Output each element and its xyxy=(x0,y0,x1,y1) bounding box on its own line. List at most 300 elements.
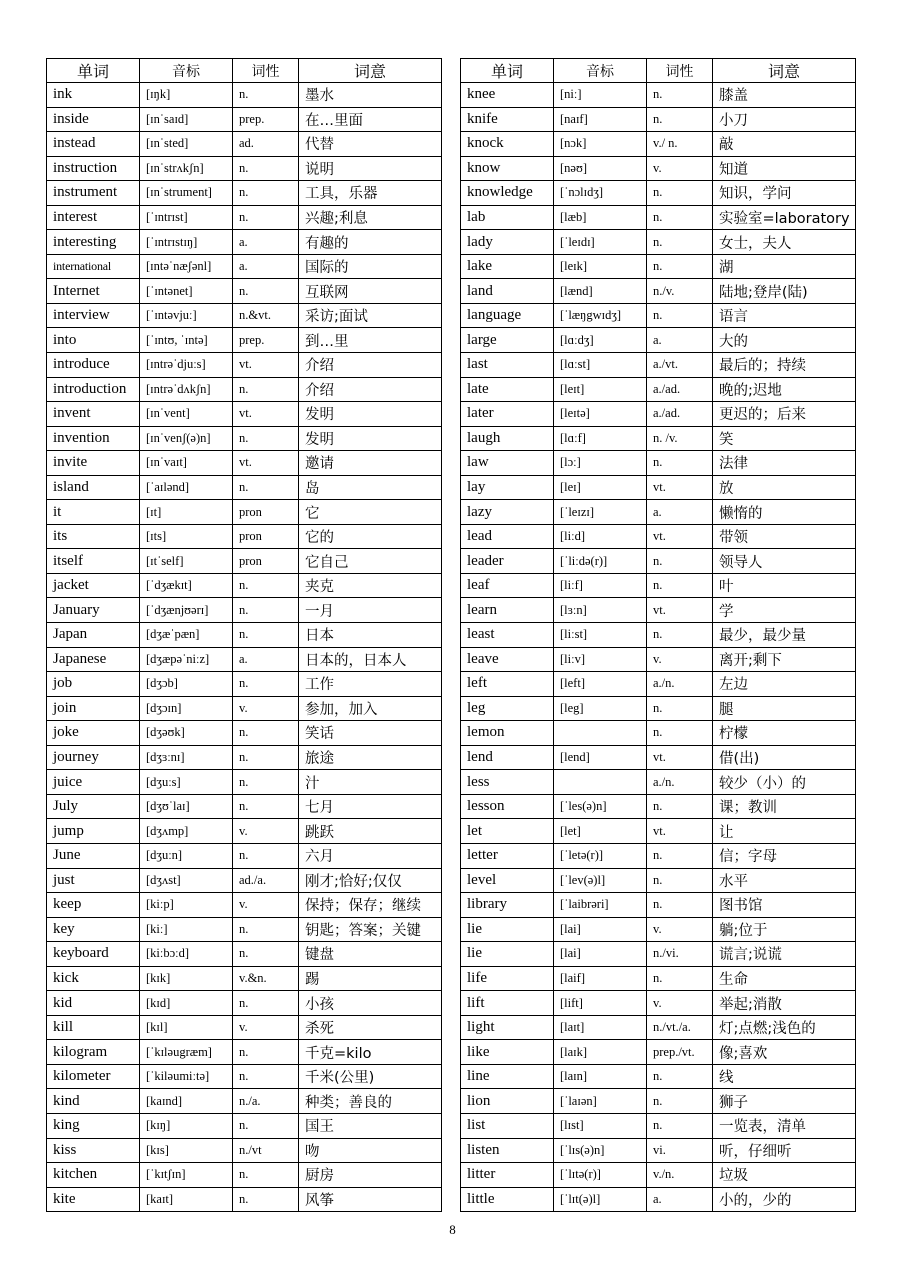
word-cell: inside xyxy=(47,107,140,132)
phonetic-cell: [ɪŋk] xyxy=(140,83,233,108)
meaning-cell: 最少，最少量 xyxy=(713,623,856,648)
word-cell: lead xyxy=(461,524,554,549)
meaning-cell: 知识，学问 xyxy=(713,181,856,206)
meaning-cell: 领导人 xyxy=(713,549,856,574)
meaning-cell: 最后的；持续 xyxy=(713,353,856,378)
phonetic-cell: [kɪŋ] xyxy=(140,1113,233,1138)
word-cell: July xyxy=(47,794,140,819)
pos-cell: n. xyxy=(647,303,713,328)
pos-cell: pron xyxy=(233,524,299,549)
phonetic-cell: [kɪl] xyxy=(140,1015,233,1040)
table-row xyxy=(461,1015,856,1040)
table-row xyxy=(461,598,856,623)
table-row xyxy=(47,426,442,451)
word-cell: invent xyxy=(47,402,140,427)
phonetic-cell: [ɪntrəˈdjuːs] xyxy=(140,353,233,378)
pos-cell: n. xyxy=(647,573,713,598)
word-cell: invention xyxy=(47,426,140,451)
table-row xyxy=(461,377,856,402)
word-cell: letter xyxy=(461,843,554,868)
table-row xyxy=(461,426,856,451)
pos-cell: n. xyxy=(233,721,299,746)
pos-cell: n. xyxy=(647,623,713,648)
meaning-cell: 邀请 xyxy=(299,451,442,476)
pos-cell: a. xyxy=(233,230,299,255)
meaning-cell: 较少（小）的 xyxy=(713,770,856,795)
pos-cell: a./ad. xyxy=(647,377,713,402)
word-cell: laugh xyxy=(461,426,554,451)
meaning-cell: 湖 xyxy=(713,254,856,279)
table-row xyxy=(461,966,856,991)
phonetic-cell: [ˈlɪs(ə)n] xyxy=(554,1138,647,1163)
table-row xyxy=(47,573,442,598)
phonetic-cell: [nəʊ] xyxy=(554,156,647,181)
meaning-cell: 放 xyxy=(713,475,856,500)
header-word: 单词 xyxy=(461,59,554,83)
pos-cell: n. xyxy=(647,794,713,819)
word-cell: job xyxy=(47,672,140,697)
header-phonetic: 音标 xyxy=(140,59,233,83)
table-row xyxy=(461,893,856,918)
table-row xyxy=(461,1138,856,1163)
table-row xyxy=(47,745,442,770)
phonetic-cell: [lɪst] xyxy=(554,1113,647,1138)
phonetic-cell: [kiːp] xyxy=(140,893,233,918)
word-cell: leave xyxy=(461,647,554,672)
phonetic-cell: [ˈleɪzɪ] xyxy=(554,500,647,525)
phonetic-cell: [ˈɪntəvjuː] xyxy=(140,303,233,328)
pos-cell: pron xyxy=(233,500,299,525)
meaning-cell: 腿 xyxy=(713,696,856,721)
table-row xyxy=(47,156,442,181)
pos-cell: n. xyxy=(233,377,299,402)
word-cell: know xyxy=(461,156,554,181)
table-row xyxy=(47,966,442,991)
table-row xyxy=(461,451,856,476)
pos-cell: pron xyxy=(233,549,299,574)
word-cell: level xyxy=(461,868,554,893)
pos-cell: a./n. xyxy=(647,672,713,697)
word-cell: into xyxy=(47,328,140,353)
table-row xyxy=(461,500,856,525)
meaning-cell: 千克=kilo xyxy=(299,1040,442,1065)
word-cell: introduction xyxy=(47,377,140,402)
word-cell: lie xyxy=(461,917,554,942)
table-row xyxy=(461,721,856,746)
meaning-cell: 介绍 xyxy=(299,377,442,402)
pos-cell: v. xyxy=(647,156,713,181)
table-row xyxy=(461,623,856,648)
word-cell: Internet xyxy=(47,279,140,304)
meaning-cell: 采访;面试 xyxy=(299,303,442,328)
table-row xyxy=(461,917,856,942)
table-row xyxy=(47,1138,442,1163)
pos-cell: n. xyxy=(233,917,299,942)
pos-cell: ad./a. xyxy=(233,868,299,893)
table-row xyxy=(47,254,442,279)
table-row xyxy=(461,868,856,893)
meaning-cell: 小刀 xyxy=(713,107,856,132)
pos-cell: vi. xyxy=(647,1138,713,1163)
pos-cell: n. xyxy=(647,843,713,868)
table-row xyxy=(47,794,442,819)
table-row xyxy=(461,942,856,967)
phonetic-cell: [dʒæˈpæn] xyxy=(140,623,233,648)
meaning-cell: 国际的 xyxy=(299,254,442,279)
phonetic-cell: [laɪn] xyxy=(554,1064,647,1089)
table-row xyxy=(461,1163,856,1188)
word-cell: kind xyxy=(47,1089,140,1114)
meaning-cell: 谎言;说谎 xyxy=(713,942,856,967)
pos-cell: n. xyxy=(233,745,299,770)
pos-cell: v. xyxy=(647,991,713,1016)
phonetic-cell: [kaɪnd] xyxy=(140,1089,233,1114)
phonetic-cell: [liːf] xyxy=(554,573,647,598)
table-row xyxy=(47,1163,442,1188)
phonetic-cell: [liːv] xyxy=(554,647,647,672)
meaning-cell: 汁 xyxy=(299,770,442,795)
phonetic-cell: [ˈɪntrɪst] xyxy=(140,205,233,230)
pos-cell: n. xyxy=(233,770,299,795)
table-row xyxy=(461,770,856,795)
meaning-cell: 代替 xyxy=(299,132,442,157)
meaning-cell: 风筝 xyxy=(299,1187,442,1212)
phonetic-cell: [ˈaɪlənd] xyxy=(140,475,233,500)
phonetic-cell: [ˈlɪtə(r)] xyxy=(554,1163,647,1188)
word-cell: kill xyxy=(47,1015,140,1040)
pos-cell: vt. xyxy=(233,402,299,427)
meaning-cell: 钥匙；答案；关键 xyxy=(299,917,442,942)
meaning-cell: 墨水 xyxy=(299,83,442,108)
pos-cell: n. /v. xyxy=(647,426,713,451)
word-cell: lady xyxy=(461,230,554,255)
word-cell: kite xyxy=(47,1187,140,1212)
word-cell: law xyxy=(461,451,554,476)
word-cell: kilogram xyxy=(47,1040,140,1065)
pos-cell: a./vt. xyxy=(647,353,713,378)
table-header-row xyxy=(461,59,856,83)
meaning-cell: 国王 xyxy=(299,1113,442,1138)
pos-cell: n. xyxy=(233,1187,299,1212)
word-cell: lend xyxy=(461,745,554,770)
pos-cell: n. xyxy=(233,1064,299,1089)
meaning-cell: 听，仔细听 xyxy=(713,1138,856,1163)
phonetic-cell: [naɪf] xyxy=(554,107,647,132)
pos-cell: v.&n. xyxy=(233,966,299,991)
pos-cell: n. xyxy=(233,843,299,868)
phonetic-cell: [leɪt] xyxy=(554,377,647,402)
word-cell: lion xyxy=(461,1089,554,1114)
phonetic-cell: [kaɪt] xyxy=(140,1187,233,1212)
word-cell: least xyxy=(461,623,554,648)
phonetic-cell: [leg] xyxy=(554,696,647,721)
vocab-rows-left xyxy=(47,83,442,1212)
meaning-cell: 日本 xyxy=(299,623,442,648)
phonetic-cell: [ˈlaibrəri] xyxy=(554,893,647,918)
pos-cell: a. xyxy=(233,254,299,279)
meaning-cell: 叶 xyxy=(713,573,856,598)
pos-cell: n. xyxy=(233,573,299,598)
phonetic-cell: [lai] xyxy=(554,917,647,942)
meaning-cell: 发明 xyxy=(299,426,442,451)
table-row xyxy=(461,353,856,378)
table-row xyxy=(47,1089,442,1114)
phonetic-cell: [ˈdʒænjʊərɪ] xyxy=(140,598,233,623)
phonetic-cell: [kɪd] xyxy=(140,991,233,1016)
meaning-cell: 躺;位于 xyxy=(713,917,856,942)
meaning-cell: 离开;剩下 xyxy=(713,647,856,672)
meaning-cell: 岛 xyxy=(299,475,442,500)
vocab-table-left xyxy=(46,58,442,1212)
table-row xyxy=(461,1040,856,1065)
phonetic-cell: [ˈɪntʊ, ˈɪntə] xyxy=(140,328,233,353)
meaning-cell: 狮子 xyxy=(713,1089,856,1114)
meaning-cell: 到…里 xyxy=(299,328,442,353)
meaning-cell: 有趣的 xyxy=(299,230,442,255)
meaning-cell: 笑 xyxy=(713,426,856,451)
phonetic-cell: [ˈɪntənet] xyxy=(140,279,233,304)
pos-cell: n. xyxy=(233,475,299,500)
table-row xyxy=(461,205,856,230)
meaning-cell: 敲 xyxy=(713,132,856,157)
meaning-cell: 它 xyxy=(299,500,442,525)
meaning-cell: 生命 xyxy=(713,966,856,991)
pos-cell: n. xyxy=(647,181,713,206)
pos-cell: n. xyxy=(233,991,299,1016)
pos-cell: n. xyxy=(233,156,299,181)
pos-cell: n. xyxy=(647,1113,713,1138)
pos-cell: n. xyxy=(233,598,299,623)
table-row xyxy=(461,279,856,304)
pos-cell: n. xyxy=(647,966,713,991)
meaning-cell: 小的，少的 xyxy=(713,1187,856,1212)
word-cell: leader xyxy=(461,549,554,574)
table-row xyxy=(47,893,442,918)
table-row xyxy=(47,843,442,868)
pos-cell: vt. xyxy=(647,819,713,844)
meaning-cell: 信；字母 xyxy=(713,843,856,868)
word-cell: instead xyxy=(47,132,140,157)
word-cell: little xyxy=(461,1187,554,1212)
table-row xyxy=(47,1015,442,1040)
meaning-cell: 法律 xyxy=(713,451,856,476)
pos-cell: vt. xyxy=(647,598,713,623)
word-cell: introduce xyxy=(47,353,140,378)
phonetic-cell: [leɪtə] xyxy=(554,402,647,427)
meaning-cell: 它自己 xyxy=(299,549,442,574)
word-cell: invite xyxy=(47,451,140,476)
pos-cell: n. xyxy=(647,83,713,108)
pos-cell: n.&vt. xyxy=(233,303,299,328)
meaning-cell: 千米(公里) xyxy=(299,1064,442,1089)
table-row xyxy=(461,1187,856,1212)
pos-cell: n. xyxy=(647,868,713,893)
pos-cell: vt. xyxy=(647,745,713,770)
word-cell: jacket xyxy=(47,573,140,598)
table-row xyxy=(47,672,442,697)
table-row xyxy=(47,623,442,648)
word-cell: juice xyxy=(47,770,140,795)
meaning-cell: 吻 xyxy=(299,1138,442,1163)
phonetic-cell: [lænd] xyxy=(554,279,647,304)
meaning-cell: 兴趣;利息 xyxy=(299,205,442,230)
pos-cell: a./n. xyxy=(647,770,713,795)
table-row xyxy=(461,819,856,844)
phonetic-cell: [ˈlɪt(ə)l] xyxy=(554,1187,647,1212)
phonetic-cell: [ˈkiləumiːtə] xyxy=(140,1064,233,1089)
word-cell: leg xyxy=(461,696,554,721)
word-cell: language xyxy=(461,303,554,328)
table-row xyxy=(47,107,442,132)
phonetic-cell: [liːd] xyxy=(554,524,647,549)
phonetic-cell: [ˈdʒækɪt] xyxy=(140,573,233,598)
meaning-cell: 女士，夫人 xyxy=(713,230,856,255)
phonetic-cell: [nɔk] xyxy=(554,132,647,157)
header-meaning: 词意 xyxy=(713,59,856,83)
pos-cell: n./vt./a. xyxy=(647,1015,713,1040)
phonetic-cell: [ɪt] xyxy=(140,500,233,525)
table-row xyxy=(47,991,442,1016)
pos-cell: n. xyxy=(647,549,713,574)
meaning-cell: 踢 xyxy=(299,966,442,991)
word-cell: large xyxy=(461,328,554,353)
word-cell: line xyxy=(461,1064,554,1089)
phonetic-cell: [ˈleɪdɪ] xyxy=(554,230,647,255)
table-row xyxy=(461,475,856,500)
pos-cell: prep. xyxy=(233,328,299,353)
word-cell: kid xyxy=(47,991,140,1016)
word-cell: let xyxy=(461,819,554,844)
word-cell: lesson xyxy=(461,794,554,819)
pos-cell: n. xyxy=(233,942,299,967)
word-cell: key xyxy=(47,917,140,942)
table-row xyxy=(47,328,442,353)
word-cell: jump xyxy=(47,819,140,844)
phonetic-cell: [kɪk] xyxy=(140,966,233,991)
table-row xyxy=(47,279,442,304)
header-pos: 词性 xyxy=(647,59,713,83)
pos-cell: a./ad. xyxy=(647,402,713,427)
phonetic-cell: [liːst] xyxy=(554,623,647,648)
phonetic-cell: [ˈɪntrɪstɪŋ] xyxy=(140,230,233,255)
phonetic-cell: [ˈles(ə)n] xyxy=(554,794,647,819)
word-cell: lazy xyxy=(461,500,554,525)
word-cell: ink xyxy=(47,83,140,108)
word-cell: interesting xyxy=(47,230,140,255)
word-cell: Japanese xyxy=(47,647,140,672)
phonetic-cell: [dʒɜːnɪ] xyxy=(140,745,233,770)
phonetic-cell: [dʒʊˈlaɪ] xyxy=(140,794,233,819)
word-cell: kick xyxy=(47,966,140,991)
meaning-cell: 说明 xyxy=(299,156,442,181)
table-row xyxy=(47,868,442,893)
pos-cell: v. xyxy=(647,917,713,942)
table-row xyxy=(47,598,442,623)
meaning-cell: 语言 xyxy=(713,303,856,328)
table-row xyxy=(461,156,856,181)
table-row xyxy=(47,1064,442,1089)
meaning-cell: 图书馆 xyxy=(713,893,856,918)
word-cell: instruction xyxy=(47,156,140,181)
pos-cell: v. xyxy=(233,696,299,721)
word-cell: land xyxy=(461,279,554,304)
pos-cell: prep. xyxy=(233,107,299,132)
meaning-cell: 参加，加入 xyxy=(299,696,442,721)
word-cell: knock xyxy=(461,132,554,157)
table-row xyxy=(461,524,856,549)
table-row xyxy=(47,1040,442,1065)
meaning-cell: 灯;点燃;浅色的 xyxy=(713,1015,856,1040)
pos-cell: n./vt xyxy=(233,1138,299,1163)
meaning-cell: 发明 xyxy=(299,402,442,427)
pos-cell: vt. xyxy=(233,353,299,378)
word-cell: less xyxy=(461,770,554,795)
word-cell: itself xyxy=(47,549,140,574)
pos-cell: n. xyxy=(647,205,713,230)
meaning-cell: 一月 xyxy=(299,598,442,623)
meaning-cell: 懒惰的 xyxy=(713,500,856,525)
table-row xyxy=(461,181,856,206)
table-row xyxy=(47,942,442,967)
word-cell: join xyxy=(47,696,140,721)
phonetic-cell: [ɪts] xyxy=(140,524,233,549)
table-row xyxy=(47,83,442,108)
table-row xyxy=(47,230,442,255)
meaning-cell: 垃圾 xyxy=(713,1163,856,1188)
pos-cell: v./ n. xyxy=(647,132,713,157)
pos-cell: n. xyxy=(233,83,299,108)
phonetic-cell: [niː] xyxy=(554,83,647,108)
table-row xyxy=(461,328,856,353)
meaning-cell: 刚才;恰好;仅仅 xyxy=(299,868,442,893)
phonetic-cell xyxy=(554,770,647,795)
word-cell: joke xyxy=(47,721,140,746)
word-cell: kilometer xyxy=(47,1064,140,1089)
header-word: 单词 xyxy=(47,59,140,83)
pos-cell: v. xyxy=(647,647,713,672)
phonetic-cell: [ɪnˈvent] xyxy=(140,402,233,427)
phonetic-cell: [ɪnˈsted] xyxy=(140,132,233,157)
phonetic-cell: [kiː] xyxy=(140,917,233,942)
meaning-cell: 借(出) xyxy=(713,745,856,770)
phonetic-cell: [ˈkɪtʃɪn] xyxy=(140,1163,233,1188)
meaning-cell: 介绍 xyxy=(299,353,442,378)
table-row xyxy=(461,303,856,328)
pos-cell: n./vi. xyxy=(647,942,713,967)
pos-cell: n. xyxy=(647,1089,713,1114)
pos-cell: n. xyxy=(647,1064,713,1089)
word-cell: light xyxy=(461,1015,554,1040)
phonetic-cell: [lɜːn] xyxy=(554,598,647,623)
phonetic-cell: [let] xyxy=(554,819,647,844)
word-cell: left xyxy=(461,672,554,697)
table-row xyxy=(461,672,856,697)
phonetic-cell: [ɪntrəˈdʌkʃn] xyxy=(140,377,233,402)
meaning-cell: 键盘 xyxy=(299,942,442,967)
table-row xyxy=(47,696,442,721)
phonetic-cell: [lɔː] xyxy=(554,451,647,476)
word-cell: kiss xyxy=(47,1138,140,1163)
phonetic-cell: [leɪ] xyxy=(554,475,647,500)
table-row xyxy=(461,843,856,868)
meaning-cell: 让 xyxy=(713,819,856,844)
phonetic-cell: [ɪnˈstrʌkʃn] xyxy=(140,156,233,181)
phonetic-cell: [ɪnˈvaɪt] xyxy=(140,451,233,476)
word-cell: January xyxy=(47,598,140,623)
meaning-cell: 带领 xyxy=(713,524,856,549)
word-cell: its xyxy=(47,524,140,549)
phonetic-cell: [laɪt] xyxy=(554,1015,647,1040)
